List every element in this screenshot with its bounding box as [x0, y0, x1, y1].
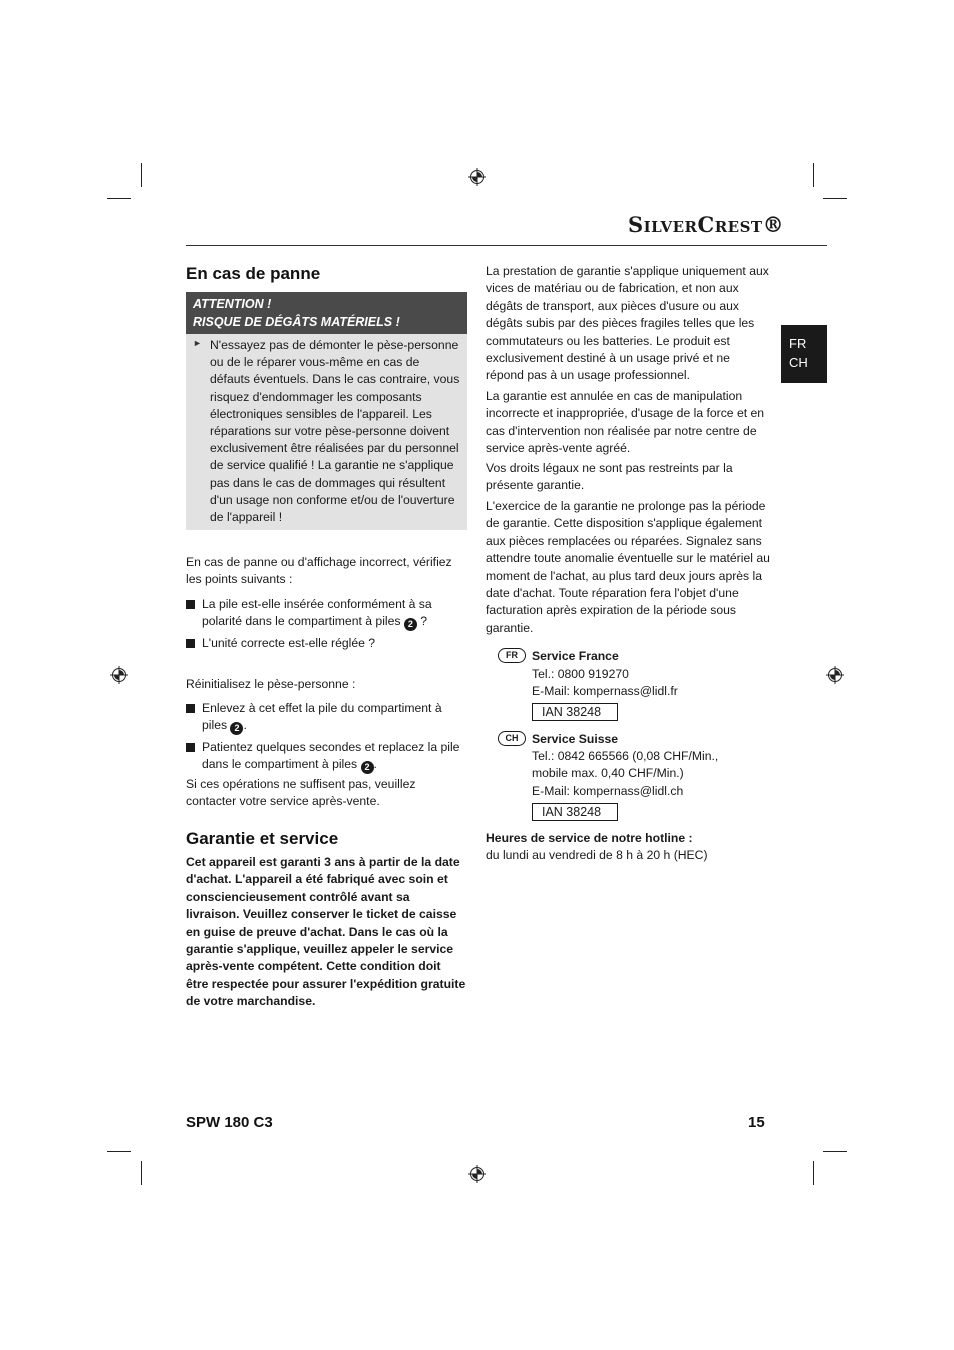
- warning-line-risk: RISQUE DE DÉGÂTS MATÉRIELS !: [193, 315, 400, 329]
- bullet-square-icon: [186, 743, 195, 752]
- warranty-intro: Cet appareil est garanti 3 ans à partir de la date d'achat. L'appareil a été fabriqué avec soin et consciencieusement contrôlé avant sa livraison. Veuillez conserver le ticket de caisse en guise de preuve d'achat. Dans le cas où la garantie s'applique, veuillez appeler le service après-vente compétent. Cette condition doit être respectée pour assurer l'expédition gratuite de votre marchandise.: [186, 855, 466, 1009]
- section-title-panne: En cas de panne: [186, 264, 321, 283]
- language-tab-ch: CH: [789, 355, 808, 370]
- footer-model: SPW 180 C3: [186, 1114, 273, 1131]
- brand-logo: SilverCrest®: [628, 212, 785, 237]
- hotline-hours-title: Heures de service de notre hotline :: [486, 831, 693, 845]
- reset-step-remove-text: Enlevez à cet effet la pile du compartiment à piles: [202, 701, 442, 733]
- crop-mark: [813, 163, 814, 187]
- number-2-icon: 2: [404, 618, 417, 631]
- registration-mark-icon: [468, 1165, 486, 1183]
- punctuation: .: [243, 718, 247, 733]
- service-suisse-title: Service Suisse: [532, 732, 619, 746]
- crop-mark: [823, 198, 847, 199]
- header-divider: [186, 245, 827, 246]
- bullet-square-icon: [186, 600, 195, 609]
- reset-step-replace: [202, 739, 464, 774]
- country-badge-ch: CH: [498, 731, 526, 746]
- bullet-square-icon: [186, 639, 195, 648]
- page-number: 15: [748, 1114, 765, 1131]
- country-badge-fr: FR: [498, 648, 526, 663]
- language-tab-fr: FR: [789, 336, 807, 351]
- contact-service-note: Si ces opérations ne suffisent pas, veuillez contacter votre service après-vente.: [186, 777, 416, 809]
- warranty-para-scope: La prestation de garantie s'applique uniquement aux vices de matériau ou de fabrication, et non aux dégâts de transport, aux pièces d'usure ou aux dégâts subis par des pièces fragiles telles que les commutateurs ou les batteries. Le produit est exclusivement destiné à un usage privé et ne répond pas à un usage professionnel.: [486, 264, 769, 383]
- crop-mark: [813, 1161, 814, 1185]
- service-france-email: E-Mail: kompernass@lidl.fr: [532, 684, 678, 698]
- warning-header: [186, 292, 467, 334]
- registration-mark-icon: [110, 666, 128, 684]
- registration-mark-icon: [826, 666, 844, 684]
- crop-mark: [107, 1151, 131, 1152]
- crop-mark: [823, 1151, 847, 1152]
- number-2-icon: 2: [230, 722, 243, 735]
- check-item-battery-suffix: ?: [420, 614, 428, 629]
- service-suisse-tel: Tel.: 0842 665566 (0,08 CHF/Min., mobile max. 0,40 CHF/Min.): [532, 749, 719, 781]
- warranty-para-void: La garantie est annulée en cas de manipulation incorrecte et inappropriée, d'usage de la force et en cas d'intervention non réalisée par notre centre de service après-vente agréé.: [486, 389, 765, 456]
- warning-text: N'essayez pas de démonter le pèse-personne ou de le réparer vous-même en cas de défauts éventuels. Dans le cas contraire, vous risquez d'endommager les composants électroniques sensibles de l'appareil. Les réparations sur votre pèse-personne doivent exclusivement être réalisées par du personnel de service qualifié ! La garantie ne s'applique pas dans le cas de dommages qui résultent d'un usage non conforme et/ou de l'ouverture de l'appareil !: [210, 338, 460, 525]
- service-france-title: Service France: [532, 649, 619, 663]
- bullet-square-icon: [186, 704, 195, 713]
- check-item-unit: L'unité correcte est-elle réglée ?: [202, 636, 376, 650]
- check-item-battery: [202, 596, 464, 631]
- number-2-icon: 2: [361, 761, 374, 774]
- registration-mark-icon: [468, 168, 486, 186]
- check-item-battery-text: La pile est-elle insérée conformément à sa polarité dans le compartiment à piles: [202, 597, 432, 629]
- arrow-right-icon: ►: [193, 338, 202, 348]
- service-suisse-email: E-Mail: kompernass@lidl.ch: [532, 784, 684, 798]
- warning-line-attention: ATTENTION !: [193, 297, 272, 311]
- warranty-para-legal: Vos droits légaux ne sont pas restreints par la présente garantie.: [486, 461, 733, 493]
- crop-mark: [107, 198, 131, 199]
- ian-box-ch: IAN 38248: [532, 803, 618, 821]
- ian-box-fr: IAN 38248: [532, 703, 618, 721]
- reset-intro: Réinitialisez le pèse-personne :: [186, 677, 356, 691]
- hotline-hours-text: du lundi au vendredi de 8 h à 20 h (HEC): [486, 848, 708, 862]
- language-tab: [781, 325, 827, 383]
- reset-step-remove: [202, 700, 464, 735]
- reset-step-replace-text: Patientez quelques secondes et replacez la pile dans le compartiment à piles: [202, 740, 460, 772]
- service-france-tel: Tel.: 0800 919270: [532, 667, 629, 681]
- warranty-para-extension: L'exercice de la garantie ne prolonge pas la période de garantie. Cette disposition s'applique également aux pièces remplacées ou réparées. Signalez sans attendre toute anomalie éventuelle sur le matériel au moment de l'achat, au plus tard deux jours après la date d'achat. Toute réparation fera l'objet d'une facturation après expiration de la période sous garantie.: [486, 499, 770, 635]
- punctuation: .: [373, 757, 377, 772]
- crop-mark: [141, 1161, 142, 1185]
- crop-mark: [141, 163, 142, 187]
- section-title-garantie: Garantie et service: [186, 829, 339, 848]
- troubleshoot-intro: En cas de panne ou d'affichage incorrect, vérifiez les points suivants :: [186, 555, 452, 587]
